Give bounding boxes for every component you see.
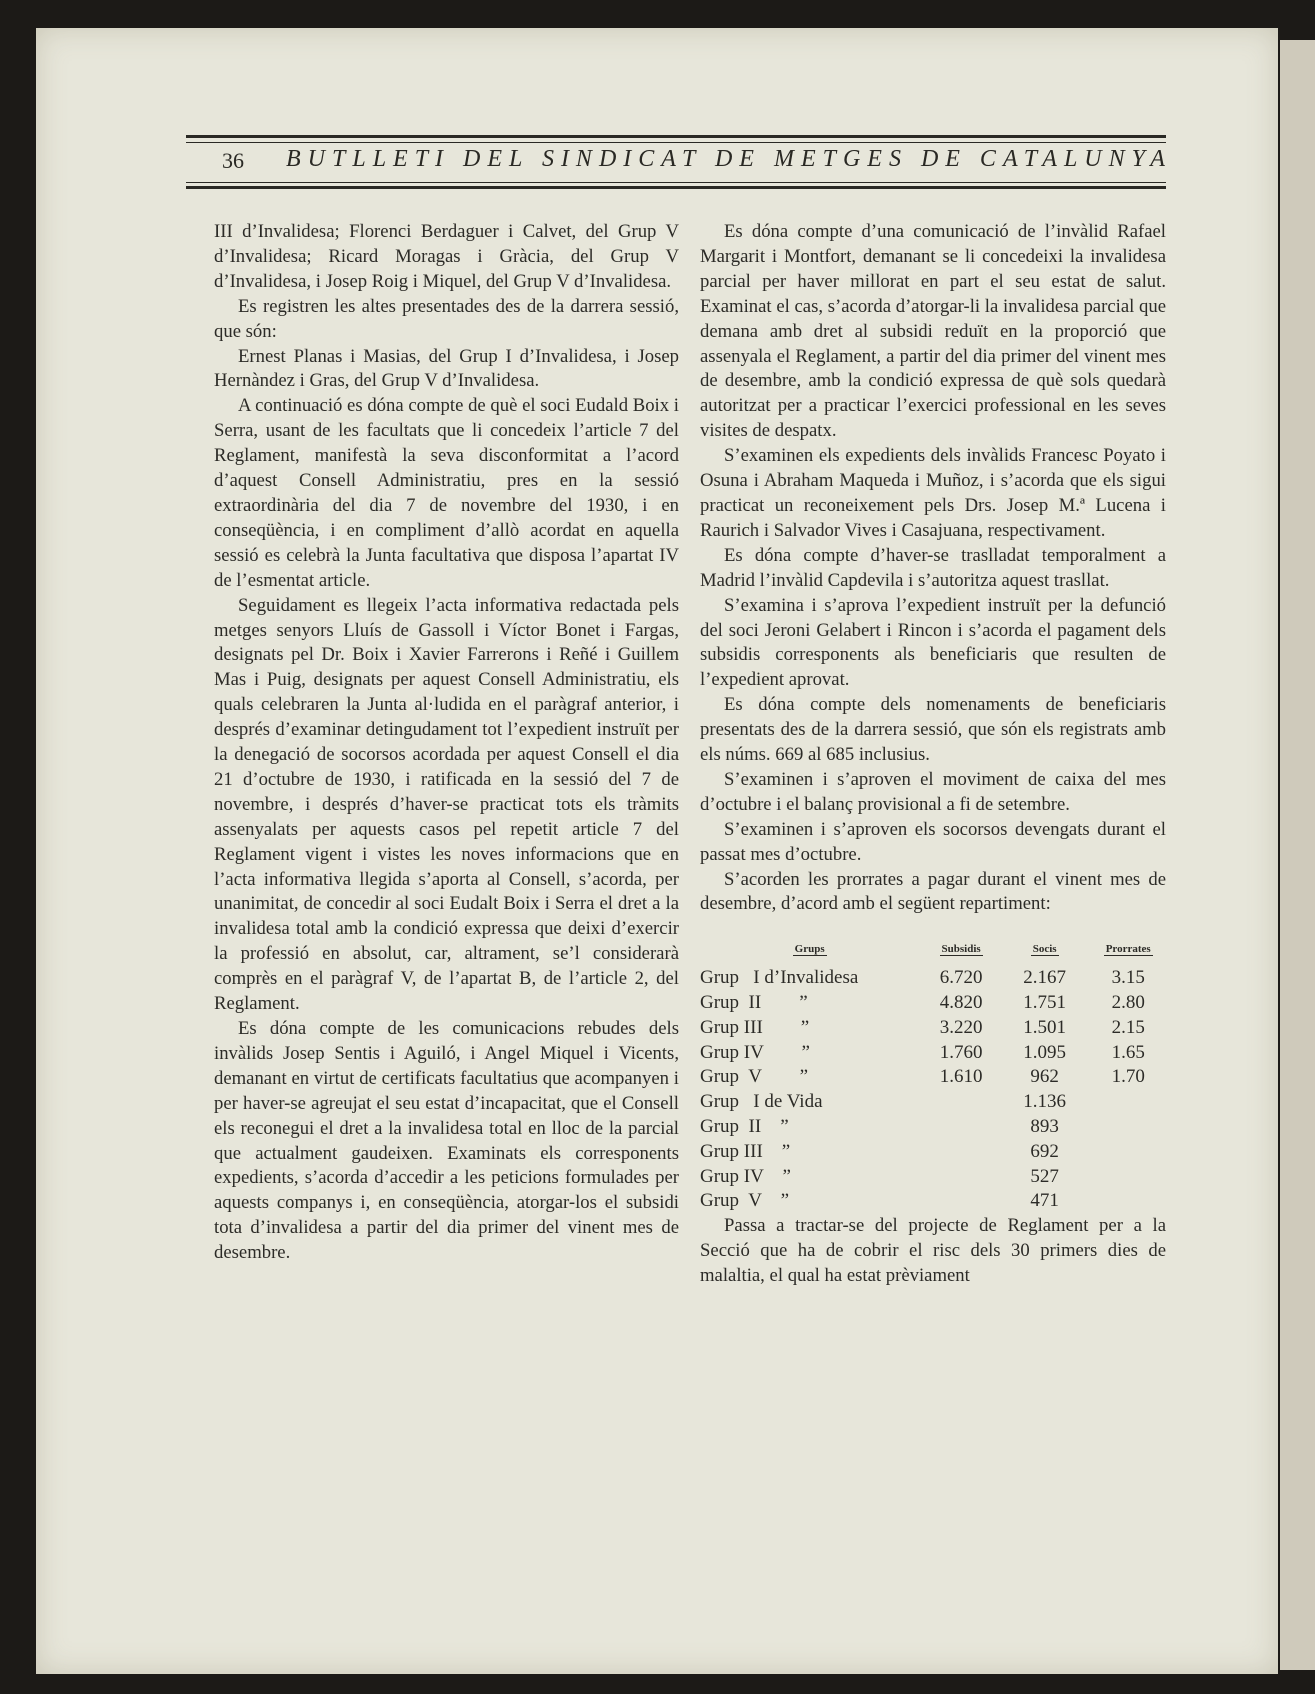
cell-prorrates: 2.80 — [1111, 992, 1145, 1014]
paragraph: S’examinen els expedients dels invàlids Francesc Poyato i Osuna i Abraham Maqueda i Muñoz, i s’acorda que els sigui practicat un reconeixement pels Drs. Josep M.ª Lucena i Raurich i Salvador Vives i Casajuana, respectivament. — [700, 445, 1166, 541]
table-row — [700, 1065, 1170, 1090]
col-header-subsidis: Subsidis — [941, 943, 981, 956]
table-row — [700, 1140, 1170, 1165]
cell-grup: Grup III ” — [700, 1016, 810, 1038]
cell-prorrates: 2.15 — [1111, 1016, 1145, 1038]
paragraph: S’examinen i s’aproven el moviment de caixa del mes d’octubre i el balanç provisional a fi de setembre. — [700, 768, 1166, 815]
prorrates-table — [700, 937, 1170, 1214]
cell-subsidis — [919, 1189, 1003, 1214]
cell-grup: Grup I de Vida — [700, 1091, 823, 1113]
paragraph: Seguidament es llegeix l’acta informativa redactada pels metges senyors Lluís de Gassoll i Víctor Bonet i Fargas, designats pel Dr. Boix i Xavier Farrerons i Reñé i Guillem Mas i Puig, designats per aquest Consell Administratiu, els quals celebraren la Junta al·ludida en el paràgraf anterior, i després d’examinar detingudament tot l’expedient instruït per la denegació de socorsos acordada per aquest Consell el dia 21 d’octubre de 1930, i ratificada en la sessió del 7 de novembre, i després d’haver-se practicat tots els tràmits assenyalats per aquests casos pel repetit article 7 del Reglament vigent i vistes les noves informacions que en l’acta informativa llegida s’aporta al Consell, s’acorda, per unanimitat, de concedir al soci Eudalt Boix i Serra el dret a la invalidesa total amb la condició expressa que deixi d’exercir la professió en absolut, car, altrament, se’l considerarà comprès en el paràgraf V, de l’apartat B, de l’article 2, del Reglament. — [214, 594, 679, 1015]
cell-subsidis: 6.720 — [939, 967, 983, 989]
cell-prorrates: 1.65 — [1111, 1041, 1145, 1063]
cell-subsidis: 4.820 — [939, 992, 983, 1014]
right-column — [700, 220, 1166, 1289]
cell-socis: 1.751 — [1023, 992, 1067, 1014]
cell-prorrates: 3.15 — [1111, 967, 1145, 989]
table-row — [700, 1016, 1170, 1041]
paragraph: Es dóna compte d’haver-se traslladat temporalment a Madrid l’invàlid Capdevila i s’autoritza aquest trasllat. — [700, 544, 1166, 591]
paragraph: S’examinen i s’aproven els socorsos devengats durant el passat mes d’octubre. — [700, 818, 1166, 865]
cell-subsidis — [919, 1090, 1003, 1115]
cell-socis: 962 — [1030, 1066, 1059, 1088]
paragraph: S’examina i s’aprova l’expedient instruït per la defunció del soci Jeroni Gelabert i Rincon i s’acorda el pagament dels subsidis corresponents als beneficiaris que resulten de l’expedient aprovat. — [700, 594, 1166, 691]
paragraph: Ernest Planas i Masias, del Grup I d’Invalidesa, i Josep Hernàndez i Gras, del Grup V d’Invalidesa. — [214, 345, 679, 392]
col-header-socis: Socis — [1032, 943, 1057, 956]
cell-prorrates — [1086, 1140, 1170, 1165]
cell-grup: Grup II ” — [700, 1116, 789, 1138]
cell-grup: Grup IV ” — [700, 1165, 791, 1187]
col-header-grups: Grups — [794, 943, 825, 956]
paragraph: S’acorden les prorrates a pagar durant el vinent mes de desembre, d’acord amb el següent repartiment: — [700, 868, 1166, 915]
cell-grup: Grup III ” — [700, 1140, 791, 1162]
table-row — [700, 1041, 1170, 1066]
cell-prorrates — [1086, 1165, 1170, 1190]
cell-socis: 1.136 — [1023, 1091, 1067, 1113]
cell-socis: 1.501 — [1023, 1016, 1067, 1038]
paragraph: Es registren les altes presentades des de la darrera sessió, que són: — [214, 295, 679, 342]
cell-socis: 471 — [1030, 1190, 1059, 1212]
cell-subsidis: 1.760 — [939, 1041, 983, 1063]
left-column — [214, 220, 679, 1266]
cell-grup: Grup IV ” — [700, 1041, 810, 1063]
header-rule-bottom-thin — [186, 182, 1166, 183]
cell-socis: 692 — [1030, 1140, 1059, 1162]
cell-subsidis — [919, 1115, 1003, 1140]
header-rule-bottom — [186, 186, 1166, 189]
table-header-row — [700, 937, 1170, 966]
header-rule-top-thin — [186, 142, 1166, 143]
cell-subsidis — [919, 1165, 1003, 1190]
cell-grup: Grup V ” — [700, 1066, 809, 1088]
cell-grup: Grup V ” — [700, 1190, 790, 1212]
running-title: BUTLLETI DEL SINDICAT DE METGES DE CATALUNYA — [286, 146, 1172, 172]
running-header — [186, 104, 1172, 194]
table-row — [700, 991, 1170, 1016]
table-row — [700, 1189, 1170, 1214]
cell-socis: 893 — [1030, 1116, 1059, 1138]
cell-prorrates — [1086, 1189, 1170, 1214]
paragraph: III d’Invalidesa; Florenci Berdaguer i Calvet, del Grup V d’Invalidesa; Ricard Moragas i Gràcia, del Grup V d’Invalidesa, i Josep Roig i Miquel, del Grup V d’Invalidesa. — [214, 221, 679, 292]
cell-socis: 527 — [1030, 1165, 1059, 1187]
header-rule-top — [186, 135, 1166, 138]
paragraph: Es dóna compte de les comunicacions rebudes dels invàlids Josep Sentis i Aguiló, i Angel Miquel i Vicents, demanant en virtut de certificats facultatius que acompanyen i per haver-se agreujat el seu estat d’incapacitat, que el Consell els reconegui el dret a la invalidesa total en lloc de la parcial que actualment gaudeixen. Examinats els corresponents expedients, s’acorda d’accedir a les peticions formulades per aquests companys i, en conseqüència, atorgar-los el subsidi tota d’invalidesa a partir del dia primer del vinent mes de desembre. — [214, 1018, 679, 1264]
cell-grup: Grup II ” — [700, 992, 808, 1014]
cell-prorrates: 1.70 — [1111, 1066, 1145, 1088]
cell-prorrates — [1086, 1090, 1170, 1115]
page-number: 36 — [222, 148, 244, 173]
table-row — [700, 1165, 1170, 1190]
paragraph: Es dóna compte dels nomenaments de beneficiaris presentats des de la darrera sessió, que són els registrats amb els núms. 669 al 685 inclusius. — [700, 694, 1166, 766]
cell-prorrates — [1086, 1115, 1170, 1140]
cell-socis: 1.095 — [1023, 1041, 1067, 1063]
table-row — [700, 966, 1170, 991]
col-header-prorrates: Prorrates — [1105, 943, 1151, 956]
cell-subsidis: 1.610 — [939, 1066, 983, 1088]
paragraph: Es dóna compte d’una comunicació de l’invàlid Rafael Margarit i Montfort, demanant se li concedeixi la invalidesa parcial per haver millorat en part el seu estat de salut. Examinat el cas, s’acorda d’atorgar-li la invalidesa parcial que demana amb dret al subsidi reduït en la proporció que assenyala el Reglament, a partir del dia primer del vinent mes de desembre, amb la condició expressa de què sols quedarà autoritzat per a practicar l’exercici professional en les seves visites de despatx. — [700, 221, 1166, 442]
next-page-edge — [1280, 40, 1315, 1670]
paragraph: Passa a tractar-se del projecte de Reglament per a la Secció que ha de cobrir el risc dels 30 primers dies de malaltia, el qual ha estat prèviament — [700, 1215, 1166, 1287]
cell-grup: Grup I d’Invalidesa — [700, 967, 859, 989]
table-row — [700, 1115, 1170, 1140]
cell-subsidis: 3.220 — [939, 1016, 983, 1038]
table-row — [700, 1090, 1170, 1115]
cell-socis: 2.167 — [1023, 967, 1067, 989]
cell-subsidis — [919, 1140, 1003, 1165]
paragraph: A continuació es dóna compte de què el soci Eudald Boix i Serra, usant de les facultats que li concedeix l’article 7 del Reglament, manifestà la seva disconformitat a l’acord d’aquest Consell Administratiu, pres en la sessió extraordinària del dia 7 de novembre del 1930, i en conseqüència, i en compliment d’allò acordat en aquella sessió es celebrà la Junta facultativa que disposa l’apartat IV de l’esmentat article. — [214, 395, 679, 591]
